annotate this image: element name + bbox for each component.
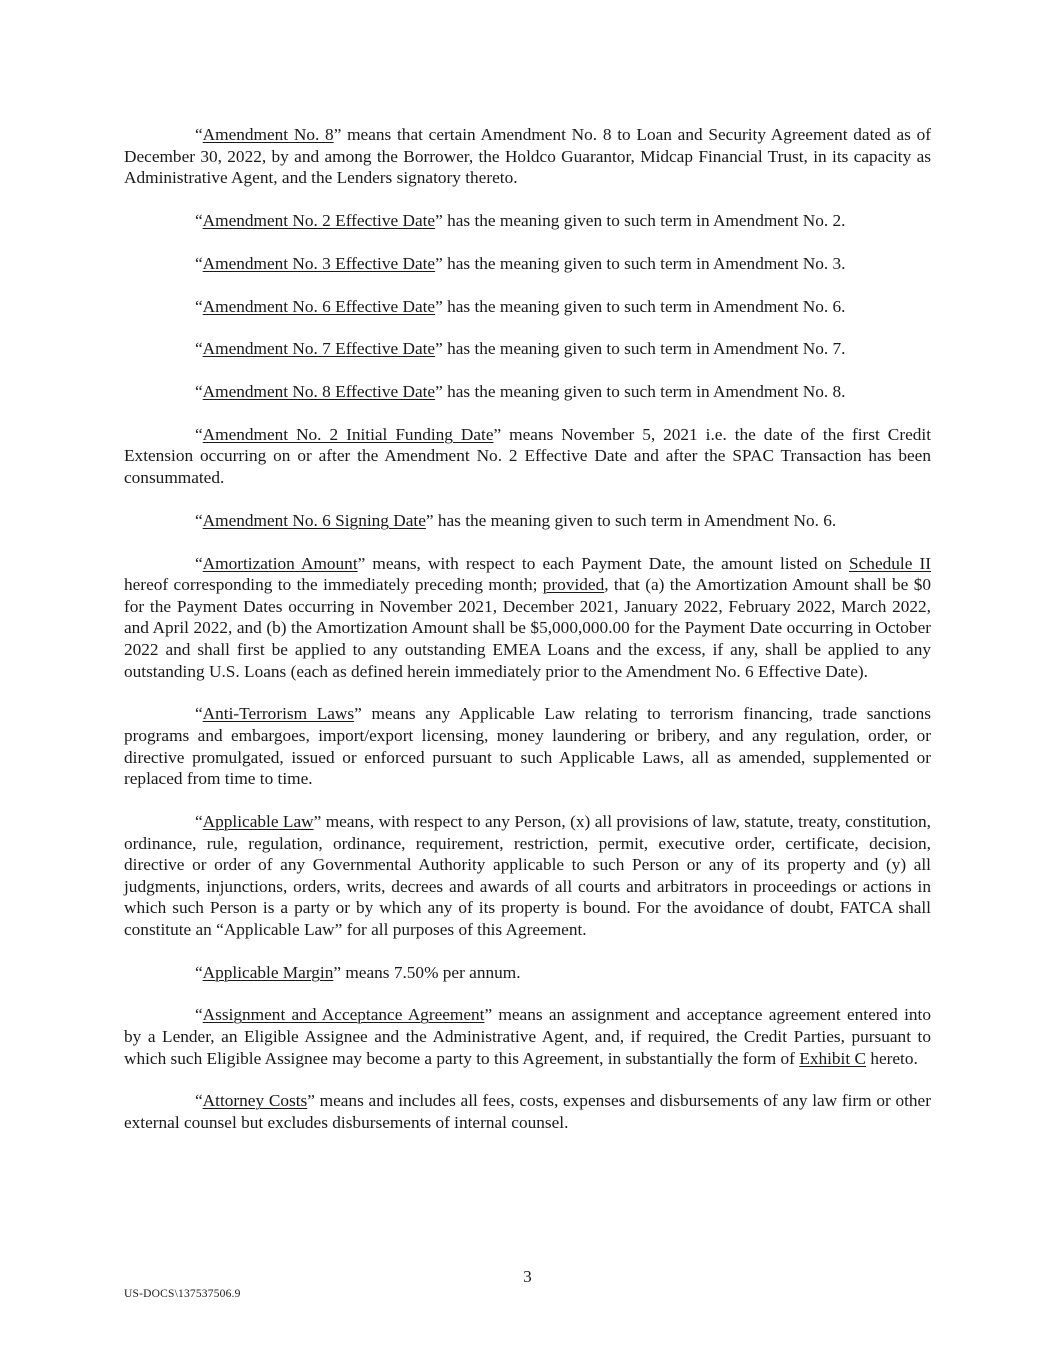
definition-amendment-no-6-effective-date: “Amendment No. 6 Effective Date” has the meaning given to such term in Amendment No. 6. [195, 296, 846, 316]
definition-applicable-law: “Applicable Law” means, with respect to any Person, (x) all provisions of law, statute, treaty, constitution, ordinance, rule, regulation, ordinance, requirement, restriction, permit, executive order, certificate, decision, directive or order of any Governmental Authority applicable to such Person or any of its property and (y) all judgments, injunctions, orders, writs, decrees and awards of all courts and arbitrators in proceedings or actions in which such Person is a party or by which any of its property is bound. For the avoidance of doubt, FATCA shall constitute an “Applicable Law” for all purposes of this Agreement. [124, 811, 932, 939]
definition-amendment-no-7-effective-date: “Amendment No. 7 Effective Date” has the meaning given to such term in Amendment No. 7. [195, 339, 846, 359]
definition-text: ” means that certain Amendment No. 8 to Loan and Security Agreement dated as of December 30, 2022, by and among the Borrower, the Holdco Guarantor, Midcap Financial Trust, in its capacity as Administrative Agent, and the Lenders signatory thereto. [124, 125, 931, 188]
definition-attorney-costs: “Attorney Costs” means and includes all fees, costs, expenses and disbursements of any law firm or other external counsel but excludes disbursements of internal counsel. [124, 1091, 931, 1133]
definition-amendment-no-6-signing-date: “Amendment No. 6 Signing Date” has the meaning given to such term in Amendment No. 6. [195, 510, 837, 530]
definition-text: ” has the meaning given to such term in Amendment No. 8. [435, 382, 846, 402]
defined-term: Amortization Amount [202, 553, 358, 573]
definition-text: ” has the meaning given to such term in Amendment No. 2. [435, 210, 846, 230]
definition-text: ” means November 5, 2021 i.e. the date of the first Credit Extension occurring on or after the Amendment No. 2 Effective Date and after the SPAC Transaction has been consummated. [124, 424, 931, 488]
defined-term: Applicable Margin [202, 962, 334, 982]
defined-term: Amendment No. 8 Effective Date [202, 382, 436, 402]
definition-text: ” has the meaning given to such term in Amendment No. 6. [425, 510, 837, 530]
definition-text: ” has the meaning given to such term in Amendment No. 3. [435, 253, 846, 273]
definition-text: ” means an assignment and acceptance agreement entered into by a Lender, an Eligible Assignee and the Administrative Agent, and, if required, the Credit Parties, pursuant to which such Eligible Assignee may become a party to this Agreement, in substantially the form of [124, 1005, 931, 1068]
definition-text: , that (a) the Amortization Amount shall be $0 for the Payment Dates occurring in November 2021, December 2021, January 2022, February 2022, March 2022, and April 2022, and (b) the Amortization Amount shall be $5,000,000.00 for the Payment Date occurring in October 2022 and shall first be applied to any outstanding EMEA Loans and the excess, if any, shall be applied to any outstanding U.S. Loans (each as defined herein immediately prior to the Amendment No. 6 Effective Date). [124, 575, 932, 681]
proviso-term: provided [542, 575, 605, 595]
defined-term: Assignment and Acceptance Agreement [202, 1005, 485, 1025]
definition-amendment-no-2-effective-date: “Amendment No. 2 Effective Date” has the meaning given to such term in Amendment No. 2. [195, 210, 846, 230]
page-number: 3 [523, 1267, 532, 1286]
definition-amendment-no-3-effective-date: “Amendment No. 3 Effective Date” has the meaning given to such term in Amendment No. 3. [195, 253, 846, 273]
defined-term: Amendment No. 8 [202, 125, 334, 144]
document-id: US-DOCS\137537506.9 [124, 1288, 241, 1300]
definition-amendment-no-2-initial-funding-date: “Amendment No. 2 Initial Funding Date” means November 5, 2021 i.e. the date of the first Credit Extension occurring on or after the Amendment No. 2 Effective Date and after the SPAC Transaction has been consummated. [124, 424, 931, 488]
definition-text: ” means, with respect to each Payment Date, the amount listed on [357, 553, 850, 573]
definition-amortization-amount: “Amortization Amount” means, with respect to each Payment Date, the amount listed on Schedule II hereof corresponding to the immediately preceding month; provided, that (a) the Amortization Amount shall be $0 for the Payment Dates occurring in November 2021, December 2021, January 2022, February 2022, March 2022, and April 2022, and (b) the Amortization Amount shall be $5,000,000.00 for the Payment Date occurring in October 2022 and shall first be applied to any outstanding EMEA Loans and the excess, if any, shall be applied to any outstanding U.S. Loans (each as defined herein immediately prior to the Amendment No. 6 Effective Date). [124, 553, 932, 681]
definition-applicable-margin: “Applicable Margin” means 7.50% per annum. [195, 962, 521, 982]
definition-text: ” means any Applicable Law relating to terrorism financing, trade sanctions programs and embargoes, import/export licensing, money laundering or bribery, and any regulation, order, or directive promulgated, issued or enforced pursuant to such Applicable Laws, all as amended, supplemented or replaced from time to time. [124, 704, 932, 789]
definition-text: ” has the meaning given to such term in Amendment No. 7. [435, 339, 846, 359]
definition-text: ” has the meaning given to such term in Amendment No. 6. [435, 296, 846, 316]
definition-text: hereof corresponding to the immediately preceding month; [124, 575, 543, 595]
document-body [124, 124, 931, 1155]
definition-text: hereto. [866, 1048, 918, 1068]
definition-amendment-no-8: “Amendment No. 8” means that certain Amendment No. 8 to Loan and Security Agreement dated as of December 30, 2022, by and among the Borrower, the Holdco Guarantor, Midcap Financial Trust, in its capacity as Administrative Agent, and the Lenders signatory thereto. [124, 125, 931, 188]
schedule-reference: Schedule II [849, 553, 931, 573]
definition-assignment-and-acceptance-agreement: “Assignment and Acceptance Agreement” means an assignment and acceptance agreement entered into by a Lender, an Eligible Assignee and the Administrative Agent, and, if required, the Credit Parties, pursuant to which such Eligible Assignee may become a party to this Agreement, in substantially the form of Exhibit C hereto. [124, 1005, 931, 1068]
definition-text: ” means, with respect to any Person, (x) all provisions of law, statute, treaty, constitution, ordinance, rule, regulation, ordinance, requirement, restriction, permit, executive order, certificate, decision, directive or order of any Governmental Authority applicable to such Person or any of its property and (y) all judgments, injunctions, orders, writs, decrees and awards of all courts and arbitrators in proceedings or actions in which such Person is a party or by which any of its property is bound. For the avoidance of doubt, FATCA shall constitute an “Applicable Law” for all purposes of this Agreement. [124, 811, 932, 939]
exhibit-reference: Exhibit C [799, 1048, 866, 1068]
defined-term: Applicable Law [202, 811, 314, 831]
defined-term: Amendment No. 6 Signing Date [202, 510, 426, 530]
defined-term: Amendment No. 2 Effective Date [202, 210, 436, 230]
definition-text: ” means 7.50% per annum. [333, 962, 521, 982]
definition-anti-terrorism-laws: “Anti-Terrorism Laws” means any Applicable Law relating to terrorism financing, trade sanctions programs and embargoes, import/export licensing, money laundering or bribery, and any regulation, order, or directive promulgated, issued or enforced pursuant to such Applicable Laws, all as amended, supplemented or replaced from time to time. [124, 704, 932, 789]
defined-term: Attorney Costs [202, 1091, 308, 1111]
definition-text: ” means and includes all fees, costs, expenses and disbursements of any law firm or other external counsel but excludes disbursements of internal counsel. [124, 1091, 931, 1133]
defined-term: Amendment No. 2 Initial Funding Date [202, 424, 494, 444]
defined-term: Amendment No. 7 Effective Date [202, 339, 436, 359]
defined-term: Amendment No. 6 Effective Date [202, 296, 436, 316]
defined-term: Amendment No. 3 Effective Date [202, 253, 436, 273]
definition-amendment-no-8-effective-date: “Amendment No. 8 Effective Date” has the meaning given to such term in Amendment No. 8. [195, 382, 846, 402]
defined-term: Anti-Terrorism Laws [202, 704, 355, 724]
